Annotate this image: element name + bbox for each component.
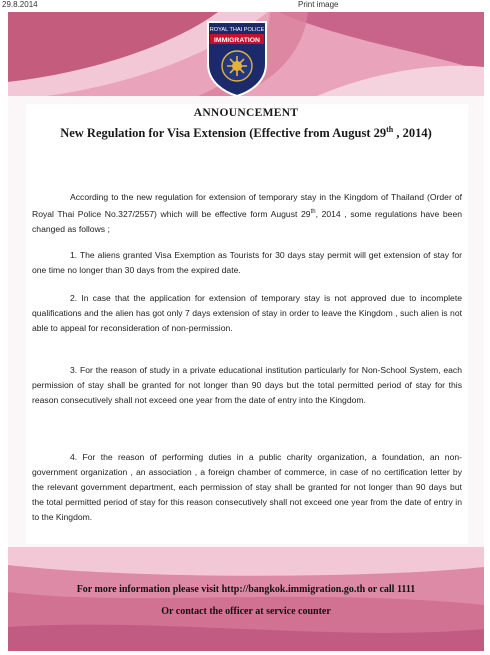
intro-text-start: According to the new regulation for extension of temporary stay in the Kingdom of Thailand (Order of Royal Thai Police No.327/2557) which will be effective form August 29 <box>32 192 462 219</box>
headline-main: New Regulation for Visa Extension (Effective from August 29 <box>60 126 387 141</box>
announcement-document <box>8 12 484 651</box>
regulation-item-3-text: 3. For the reason of study in a private educational institution particularly for Non-School System, each permission of stay shall be granted for not longer than 90 days but the total permitted period of stay for this reason consecutively shall not exceed one year from the date of entry into the Kingdom. <box>32 365 462 405</box>
headline-end: , 2014) <box>393 126 432 141</box>
regulation-item-2 <box>32 291 462 336</box>
headline-superscript: th <box>386 125 394 134</box>
badge-banner-text: IMMIGRATION <box>214 37 260 44</box>
announcement-heading: ANNOUNCEMENT <box>193 107 299 119</box>
regulation-item-4 <box>32 450 462 525</box>
intro-text-end: , 2014 , some regulations have been changed as follows ; <box>32 208 463 234</box>
regulation-item-2-text: 2. In case that the application for extension of temporary stay is not approved due to incomplete qualifications and the alien has got only 7 days extension of stay in order to leave the Kingdom , such alien is not able to appeal for reconsideration of non-permission. <box>32 293 462 333</box>
regulation-item-1 <box>32 248 462 278</box>
regulation-item-1-text: 1. The aliens granted Visa Exemption as Tourists for 30 days stay permit will get extension of stay for one time no longer than 30 days from the expired date. <box>32 250 462 275</box>
print-title: Print image <box>298 0 339 9</box>
decorative-bottom-band <box>8 547 484 651</box>
footer-contact-line: Or contact the officer at service counter <box>161 606 331 617</box>
regulation-item-4-text: 4. For the reason of performing duties in a public charity organization, a foundation, an non-government organization , an association , a foreign chamber of commerce, in case of no certification letter by the relevant government department, each permission of stay shall be granted for not longer than 90 days but the total permitted period of stay for this reason consecutively shall not exceed one year from the date of entry in to the Kingdom. <box>32 452 462 522</box>
immigration-badge-logo <box>204 18 270 98</box>
intro-superscript: th <box>310 209 316 215</box>
print-date: 29.8.2014 <box>2 0 38 9</box>
intro-paragraph <box>32 190 462 237</box>
badge-top-text: ROYAL THAI POLICE <box>209 27 265 33</box>
regulation-headline <box>14 125 478 141</box>
regulation-item-3 <box>32 363 462 408</box>
footer-info-line: For more information please visit http://bangkok.immigration.go.th or call 1111 <box>76 584 416 595</box>
print-header <box>0 0 490 10</box>
